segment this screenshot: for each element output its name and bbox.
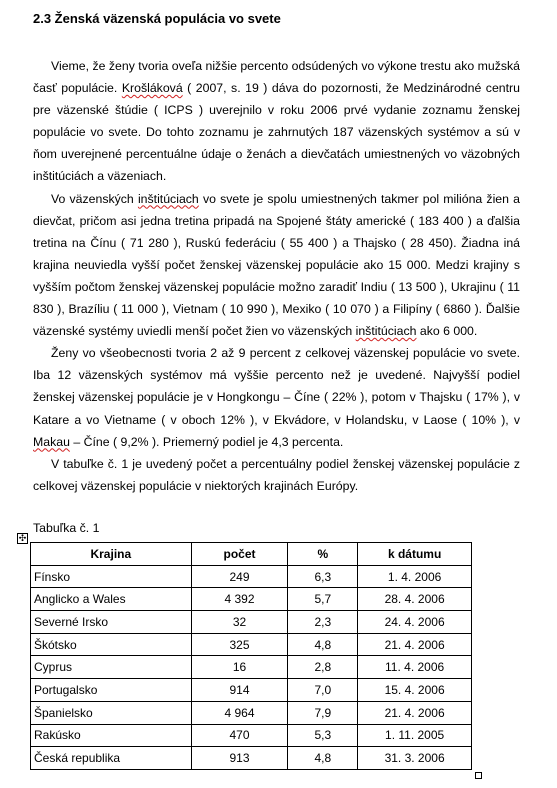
cell-count: 249 — [191, 565, 288, 588]
table-caption: Tabuľka č. 1 — [33, 521, 100, 535]
paragraph-2: Vo väzenských inštitúciach vo svete je spolu umiestnených takmer pol milióna žien a dievčat, pričom asi jedna tretina pripadá na Spojené štáty americké ( 183 400 ) a ďalšia tretina na Čínu ( 71 280 ), Ruskú federáciu ( 55 400 ) a Thajsko ( 28 450). Žiadna iná krajina neuviedla vyšší počet ženskej väzenskej populácie ako 15 000. Medzi krajiny s vyšším počtom ženskej väzenskej populácie možno zaradiť Indiu ( 13 500 ), Ukrajinu ( 11 830 ), Brazíliu ( 11 000 ), Vietnam ( 10 990 ), Mexiko ( 10 070 ) a Filipíny ( 6860 ). Ďalšie väzenské systémy uviedli menší počet žien vo väzenských inštitúciach ako 6 000. — [33, 191, 520, 339]
cell-country: Anglicko a Wales — [31, 588, 192, 611]
column-header-country: Krajina — [31, 543, 192, 566]
column-header-percent: % — [288, 543, 358, 566]
cell-count: 16 — [191, 656, 288, 679]
cell-country: Španielsko — [31, 701, 192, 724]
cell-date: 21. 4. 2006 — [358, 633, 472, 656]
paragraph-1: Vieme, že ženy tvoria oveľa nižšie percento odsúdených vo výkone trestu ako mužská časť populácie. Krošláková ( 2007, s. 19 ) dáva do pozornosti, že Medzinárodné centru pre väzenské štúdie ( ICPS ) uverejnilo v roku 2006 prvé vydanie zoznamu ženskej populácie vo svete. Do tohto zoznamu je zahrnutých 187 väzenských systémov a sú v ňom uverejnené percentuálne údaje o ženách a dievčatách umiestnených vo väzobných inštitúciách a väzeniach. — [33, 59, 520, 184]
table-header-row — [31, 543, 472, 566]
column-header-date: k dátumu — [358, 543, 472, 566]
cell-count: 913 — [191, 747, 288, 770]
table-row — [31, 701, 472, 724]
cell-count: 32 — [191, 611, 288, 634]
spellcheck-word: inštitúciach — [137, 191, 199, 206]
spellcheck-word: Krošláková — [121, 81, 183, 96]
cell-count: 4 392 — [191, 588, 288, 611]
cell-count: 325 — [191, 633, 288, 656]
cell-country: Fínsko — [31, 565, 192, 588]
table-row — [31, 565, 472, 588]
spellcheck-word: inštitúciach — [355, 324, 417, 339]
table-row — [31, 588, 472, 611]
table-row — [31, 747, 472, 770]
cell-percent: 5,3 — [288, 724, 358, 747]
section-heading: 2.3 Ženská väzenská populácia vo svete — [33, 11, 281, 26]
table-row — [31, 656, 472, 679]
data-table — [30, 542, 472, 770]
cell-date: 11. 4. 2006 — [358, 656, 472, 679]
paragraph-4: V tabuľke č. 1 je uvedený počet a percentuálny podiel ženskej väzenskej populácie z celkovej väzenskej populácie v niektorých krajinách Európy. — [33, 456, 520, 493]
cell-percent: 2,3 — [288, 611, 358, 634]
cell-count: 470 — [191, 724, 288, 747]
spellcheck-word: Makau — [33, 434, 70, 449]
table-row — [31, 633, 472, 656]
cell-date: 24. 4. 2006 — [358, 611, 472, 634]
cell-country: Severné Irsko — [31, 611, 192, 634]
cell-percent: 7,9 — [288, 701, 358, 724]
cell-percent: 4,8 — [288, 633, 358, 656]
cell-date: 21. 4. 2006 — [358, 701, 472, 724]
table-row — [31, 724, 472, 747]
cell-country: Rakúsko — [31, 724, 192, 747]
cell-percent: 6,3 — [288, 565, 358, 588]
cell-percent: 5,7 — [288, 588, 358, 611]
cell-country: Škótsko — [31, 633, 192, 656]
cell-date: 28. 4. 2006 — [358, 588, 472, 611]
cell-country: Portugalsko — [31, 679, 192, 702]
paragraph-3: Ženy vo všeobecnosti tvoria 2 až 9 percent z celkovej väzenskej populácie vo svete. Iba 12 väzenských systémov má vyššie percento než je uvedené. Najvyšší podiel ženskej väzenskej populácie je v Hongkongu – Číne ( 22% ), potom v Thajsku ( 17% ), v Katare a vo Vietname ( v oboch 12% ), v Ekvádore, v Holandsku, v Laose ( 10% ), v Makau – Číne ( 9,2% ). Priemerný podiel je 4,3 percenta. — [33, 346, 520, 449]
column-header-count: počet — [191, 543, 288, 566]
table-row — [31, 611, 472, 634]
body-text — [33, 55, 520, 497]
cell-country: Česká republika — [31, 747, 192, 770]
cell-date: 1. 11. 2005 — [358, 724, 472, 747]
cell-date: 15. 4. 2006 — [358, 679, 472, 702]
cell-percent: 4,8 — [288, 747, 358, 770]
cell-date: 1. 4. 2006 — [358, 565, 472, 588]
move-cross-icon[interactable]: ✣ — [18, 533, 27, 543]
cell-country: Cyprus — [31, 656, 192, 679]
cell-percent: 2,8 — [288, 656, 358, 679]
resize-square-icon[interactable] — [475, 772, 482, 779]
cell-percent: 7,0 — [288, 679, 358, 702]
cell-count: 914 — [191, 679, 288, 702]
cell-date: 31. 3. 2006 — [358, 747, 472, 770]
table-row — [31, 679, 472, 702]
cell-count: 4 964 — [191, 701, 288, 724]
